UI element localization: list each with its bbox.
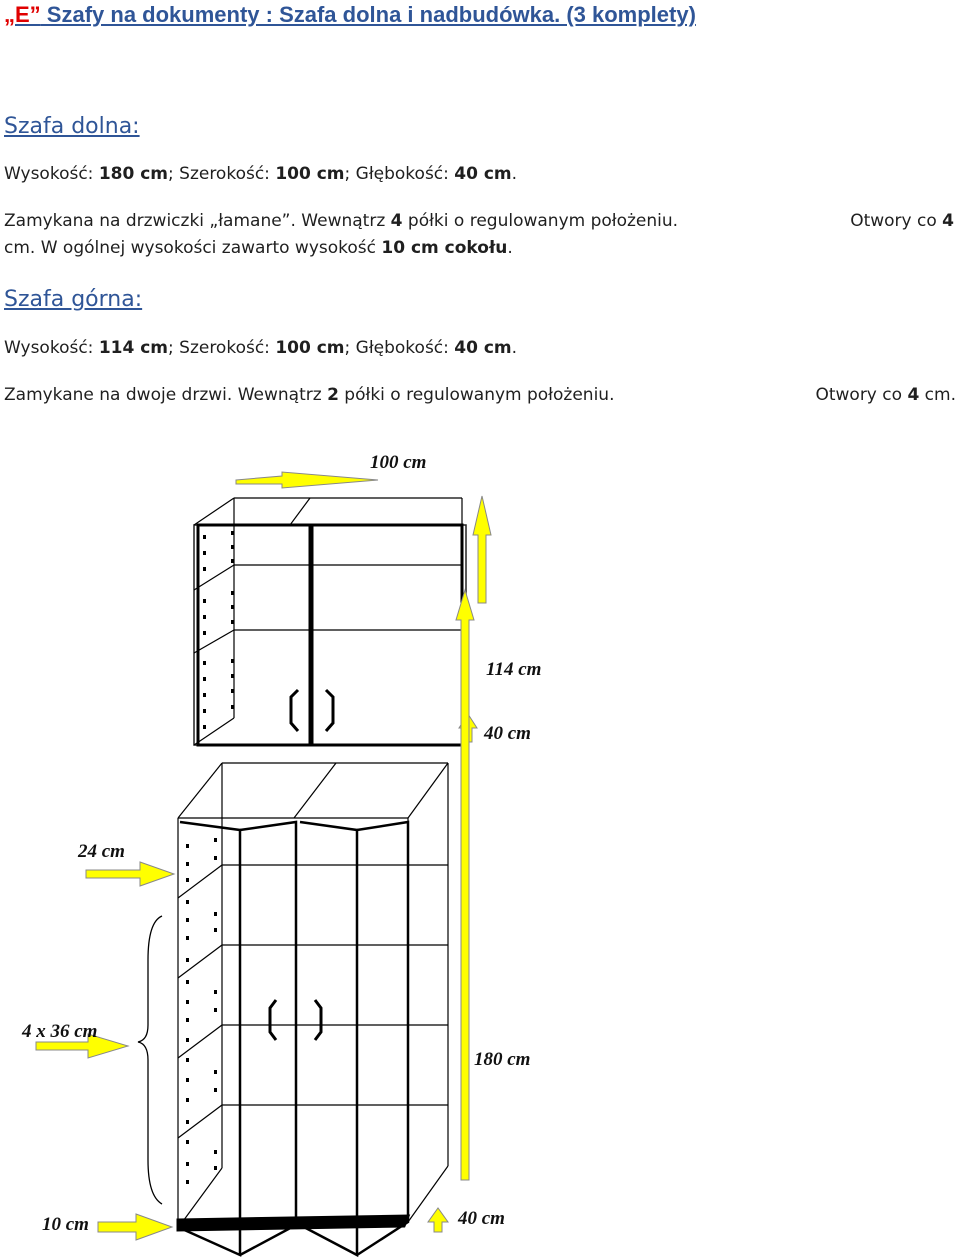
lower-depth-label: 40 cm xyxy=(458,1208,505,1229)
lower-description: Zamykana na drzwiczki „łamane”. Wewnątrz 4 półki o regulowanym położeniu. xyxy=(4,211,679,231)
title-marker: „E” xyxy=(4,2,41,27)
width-arrow xyxy=(236,472,378,488)
top-section-label: 24 cm xyxy=(78,841,125,862)
title-text: Szafy na dokumenty : Szafa dolna i nadbudówka. (3 komplety) xyxy=(40,2,696,27)
width-label: 100 cm xyxy=(370,452,427,473)
top-section-arrow xyxy=(86,862,174,886)
plinth-label: 10 cm xyxy=(42,1214,89,1235)
upper-holes: Otwory co 4 cm. xyxy=(815,385,956,405)
upper-height-arrow xyxy=(473,496,491,603)
upper-height-label: 114 cm xyxy=(486,659,542,680)
upper-dimensions: Wysokość: 114 cm; Szerokość: 100 cm; Głębokość: 40 cm. xyxy=(4,338,518,358)
upper-description: Zamykane na dwoje drzwi. Wewnątrz 2 półki o regulowanym położeniu. xyxy=(4,385,615,405)
lower-height-label: 180 cm xyxy=(474,1049,531,1070)
lower-holes: Otwory co 4 xyxy=(850,211,954,231)
lower-height-arrow xyxy=(456,590,474,1180)
lower-heading: Szafa dolna: xyxy=(4,114,140,139)
plinth-arrow xyxy=(98,1214,172,1240)
upper-depth-label: 40 cm xyxy=(484,723,531,744)
lower-plinth-note: cm. W ogólnej wysokości zawarto wysokość 10 cm cokołu. xyxy=(4,238,513,258)
lower-cabinet xyxy=(178,763,448,1255)
upper-heading: Szafa górna: xyxy=(4,287,143,312)
sections-label: 4 x 36 cm xyxy=(22,1021,98,1042)
cabinet-drawing xyxy=(0,430,960,1260)
lower-depth-arrow xyxy=(428,1208,448,1232)
lower-dimensions: Wysokość: 180 cm; Szerokość: 100 cm; Głębokość: 40 cm. xyxy=(4,164,518,184)
page-title xyxy=(4,2,696,28)
upper-cabinet xyxy=(194,498,466,745)
